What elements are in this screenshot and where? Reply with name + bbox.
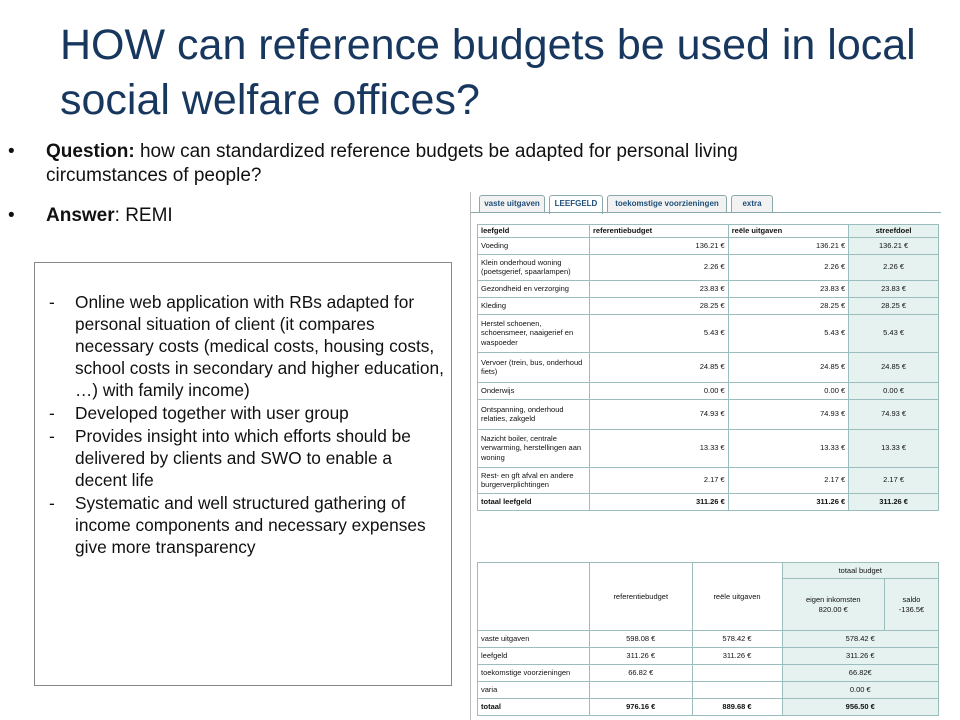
- table-row: vaste uitgaven 598.08 € 578.42 € 578.42 €: [478, 631, 939, 648]
- question-text: how can standardized reference budgets be adapted for personal living circumstances of people?: [46, 141, 738, 186]
- box-item: - Provides insight into which efforts should be delivered by clients and SWO to enable a decent life: [49, 426, 411, 490]
- total-budget-table: [477, 562, 939, 716]
- table-row: Onderwijs 0.00 € 0.00 € 0.00 €: [478, 382, 939, 399]
- box-item: - Online web application with RBs adapted for personal situation of client (it compares necessary costs (medical costs, housing costs, school costs in secondary and higher education, …) with family income): [49, 292, 444, 400]
- box-item: - Systematic and well structured gathering of income components and necessary expenses give more transparency: [49, 493, 426, 557]
- table-row: Kleding 28.25 € 28.25 € 28.25 €: [478, 297, 939, 314]
- table-row: Vervoer (trein, bus, onderhoud fiets) 24.85 € 24.85 € 24.85 €: [478, 352, 939, 382]
- table-row: Voeding 136.21 € 136.21 € 136.21 €: [478, 237, 939, 254]
- table-header-row: leefgeld referentiebudget reële uitgaven streefdoel: [478, 225, 939, 238]
- question-label: Question:: [46, 141, 135, 162]
- remi-app-screenshot: [470, 192, 945, 720]
- table-header-row: referentiebudget reële uitgaven totaal budget: [478, 563, 939, 579]
- table-row: Klein onderhoud woning (poetsgerief, spaarlampen) 2.26 € 2.26 € 2.26 €: [478, 254, 939, 280]
- tab-vaste-uitgaven[interactable]: vaste uitgaven: [479, 195, 545, 212]
- income-value: 820.00 €: [818, 604, 848, 614]
- bullet-dot: •: [8, 141, 15, 162]
- table-row: Gezondheid en verzorging 23.83 € 23.83 € 23.83 €: [478, 280, 939, 297]
- leefgeld-table: [477, 224, 939, 511]
- table-row: leefgeld 311.26 € 311.26 € 311.26 €: [478, 648, 939, 665]
- income-label: eigen inkomsten: [805, 595, 861, 604]
- tab-toekomstige-voorzieningen[interactable]: toekomstige voorzieningen: [607, 195, 727, 212]
- slide-title: HOW can reference budgets be used in local social welfare offices?: [60, 21, 916, 124]
- saldo-value: -136.5€: [898, 604, 925, 614]
- table-total-row: totaal leefgeld 311.26 € 311.26 € 311.26 €: [478, 493, 939, 510]
- bullet-dot: •: [8, 205, 15, 226]
- tab-leefgeld[interactable]: LEEFGELD: [549, 195, 603, 214]
- saldo-label: saldo: [902, 595, 921, 604]
- table-row: varia 0.00 €: [478, 682, 939, 699]
- table-row: Herstel schoenen, schoensmeer, naaigerief en waspoeder 5.43 € 5.43 € 5.43 €: [478, 314, 939, 352]
- box-item: - Developed together with user group: [49, 403, 349, 423]
- table-row: toekomstige voorzieningen 66.82 € 66.82€: [478, 665, 939, 682]
- answer-label: Answer: [46, 205, 115, 226]
- table-row: Ontspanning, onderhoud relaties, zakgeld 74.93 € 74.93 € 74.93 €: [478, 399, 939, 429]
- answer-text: : REMI: [114, 205, 173, 226]
- table-total-row: totaal 976.16 € 889.68 € 956.50 €: [478, 699, 939, 716]
- remi-description-box: [34, 262, 452, 686]
- tab-underline: [471, 212, 941, 213]
- tab-extra[interactable]: extra: [731, 195, 773, 212]
- table-row: Rest- en gft afval en andere burgerverplichtingen 2.17 € 2.17 € 2.17 €: [478, 467, 939, 493]
- table-row: Nazicht boiler, centrale verwarming, herstellingen aan woning 13.33 € 13.33 € 13.33 €: [478, 429, 939, 467]
